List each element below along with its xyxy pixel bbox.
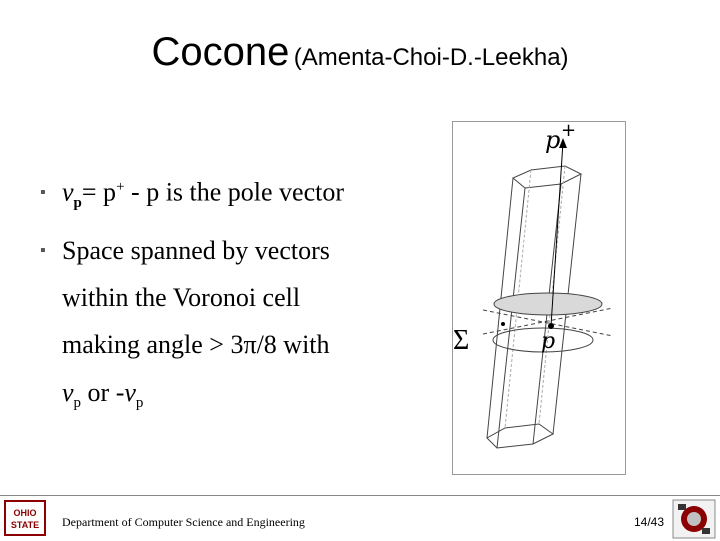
cocone-figure: [452, 121, 626, 475]
bullet2-line3: making angle > 3π/8 with: [62, 330, 330, 359]
label-sigma: Σ: [453, 325, 470, 356]
footer-department: Department of Computer Science and Engineering: [62, 515, 305, 529]
svg-text:STATE: STATE: [10, 520, 40, 530]
bullet2-line1: Space spanned by vectors: [62, 236, 330, 265]
ohio-state-logo-icon: [4, 500, 46, 536]
label-p-plus: p: [545, 126, 561, 154]
bullet2-line4: [62, 378, 143, 418]
slide-title: [0, 30, 720, 75]
department-seal-icon: [672, 499, 716, 539]
bullet-marker-icon: ▪: [40, 183, 46, 201]
plus-superscript: +: [116, 179, 125, 195]
pole-rest: - p is the pole vector: [124, 177, 345, 207]
v-subscript: p: [73, 194, 82, 211]
v-subscript: p: [73, 395, 82, 412]
svg-text:OHIO: OHIO: [13, 508, 37, 518]
or-text: or -: [81, 378, 125, 407]
bullet-marker-icon: ▪: [40, 242, 46, 259]
v-symbol: v: [62, 177, 74, 207]
pole-eq: = p: [81, 177, 117, 207]
v-symbol: v: [62, 378, 74, 407]
voronoi-prism-illustration: [453, 122, 625, 474]
title-main: Cocone: [151, 30, 290, 74]
label-p-plus-sup: +: [561, 122, 577, 141]
label-p: p: [541, 329, 556, 354]
v-symbol-neg: v: [124, 378, 136, 407]
bullet2-line2: within the Voronoi cell: [62, 283, 301, 312]
v-subscript-neg: p: [135, 395, 144, 412]
title-subtitle: (Amenta-Choi-D.-Leekha): [293, 44, 569, 71]
bullet-space-spanned: [40, 236, 330, 266]
page-number: 14/43: [634, 515, 665, 529]
bullet-pole-vector: [40, 172, 344, 218]
